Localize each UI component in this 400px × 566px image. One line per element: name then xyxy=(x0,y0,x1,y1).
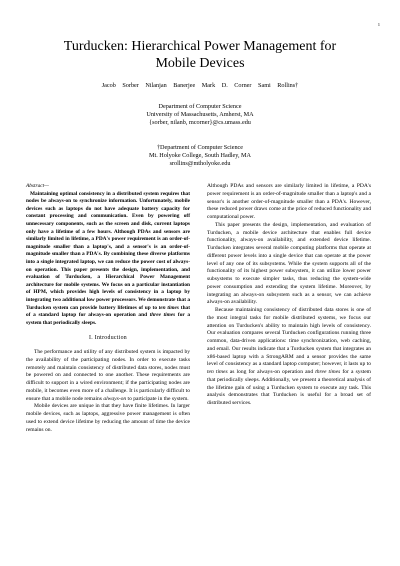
affiliation-dept: †Department of Computer Science xyxy=(156,144,244,151)
abstract-body: Maintaining optimal consistency in a distributed system requires that nodes be always-on to synchronize information. Unfortunately, mobile devices such as laptops do not have adequate battery capacity for constant processing and communication. Even by powering off unnecessary components, such as the screen and disk, current laptops only have a lifetime of a few hours. Although PDAs and sensors are similarly limited in lifetime, a PDA's power requirement is an order-of-magnitude smaller than a laptop's, and a sensor's is an order-of-magnitude smaller than a PDA's. By combining these diverse platforms into a single integrated laptop, we can reduce the power cost of always-on operation. This paper presents the design, implementation, and evaluation of Turducken, a Hierarchical Power Management architecture for mobile systems. We focus on a particular instantiation of HPM, which provides high levels of consistency in a laptop by integrating two additional low power processors. We demonstrate that a Turducken system can provide battery lifetimes of up to ten times that of a standard laptop for always-on operation and three times for a system that periodically sleeps. xyxy=(26,190,190,326)
abstract xyxy=(26,183,190,327)
title-line-1: Turducken: Hierarchical Power Management for xyxy=(63,39,337,54)
affiliation-mtholyoke xyxy=(0,144,400,169)
body-paragraph-2: This paper presents the design, implementation, and evaluation of Turducken, a mobile device architecture that enables full device functionality, always-on availability, and extended device lifetime. Turducken integrates several mobile computing platforms that operate at different power levels into a single device that can operate at the power level of any one of its subsystems. While the system supports all of the functionality of its highest power subsystem, it can utilize lower power subsystems to execute simpler tasks, thus reducing the system-wide power consumption and extending the system lifetime. Moreover, by integrating an always-on subsystem such as a sensor, we can achieve always-on availability. xyxy=(207,221,371,306)
affiliation-college: Mt. Holyoke College, South Hadley, MA xyxy=(148,152,252,160)
body-paragraph-3: Because maintaining consistency of distributed data stores is one of the most integral tasks for mobile distributed systems, we focus our attention on Turducken's ability to maintain high levels of consistency. Our evaluation compares several Turducken configurations running three common, data-driven applications: time synchronization, web caching, and email. Our results indicate that a Turducken system that integrates an x86-based laptop with a StrongARM and a sensor provides the same level of consistency as a standard laptop computer; however, it lasts up to ten times as long for always-on operation and three times for a system that periodically sleeps. Additionally, we present a theoretical analysis of the lifetime gain of using a Turducken system to execute any task. This analysis demonstrates that Turducken is useful for a broad set of distributed services. xyxy=(207,307,371,406)
affiliation-email: srollins@mtholyoke.edu xyxy=(169,160,231,168)
left-column xyxy=(26,183,190,434)
abstract-label: Abstract— xyxy=(26,183,49,189)
affiliation-university: University of Massachusetts, Amherst, MA xyxy=(146,111,254,119)
affiliation-dept: Department of Computer Science xyxy=(158,103,242,110)
body-paragraph-1: Although PDAs and sensors are similarly limited in lifetime, a PDA's power requirement is an order-of-magnitude smaller than a laptop's and a sensor's is another order-of-magnitude smaller than a PDA's. However, these reduced power draws come at the price of reduced functionality and computational power. xyxy=(207,183,371,220)
title-line-2: Mobile Devices xyxy=(155,56,245,71)
paper-title xyxy=(0,38,400,72)
affiliation-umass xyxy=(0,103,400,128)
right-column xyxy=(207,183,371,408)
intro-paragraph-2: Mobile devices are unique in that they have finite lifetimes. In larger mobile devices, such as laptops, aggressive power management is often used to extend device lifetime by reducing the amount of time the device remains on. xyxy=(26,403,190,433)
section-heading-introduction: I. Introduction xyxy=(89,335,127,342)
page-number: 1 xyxy=(377,22,380,27)
affiliation-email: {sorber, nilanb, mcorner}@cs.umass.edu xyxy=(149,119,251,127)
intro-paragraph-1: The performance and utility of any distributed system is impacted by the availability of the participating nodes. In order to execute tasks remotely and maintain consistency of distributed data stores, nodes must be powered on and connected to one another. These requirements are difficult to support in a wired environment; if the participating nodes are mobile, it becomes even more of a challenge. It is particularly difficult to ensure that a mobile node remains always-on to participate in the system. xyxy=(26,349,190,402)
author-list: Jacob Sorber Nilanjan Banerjee Mark D. Corner Sami Rollins† xyxy=(101,82,299,89)
